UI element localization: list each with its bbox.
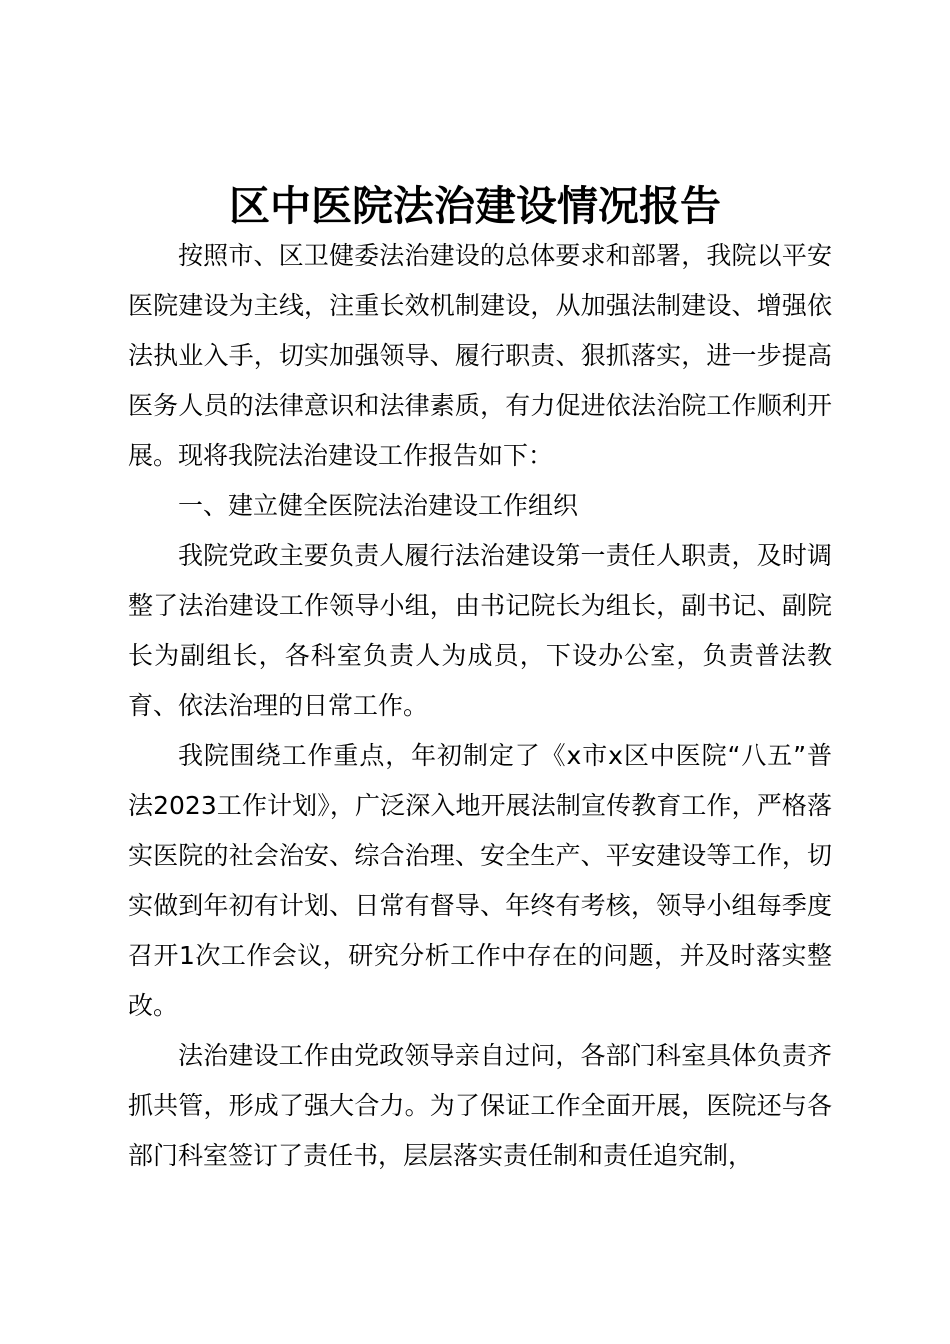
paragraph-organization: 我院党政主要负责人履行法治建设第一责任人职责，及时调整了法治建设工作领导小组，由书记院长为组长，副书记、副院长为副组长，各科室负责人为成员，下设办公室，负责普法教育、依法治理的日常工作。 [128, 541, 832, 720]
section-heading-1: 一、建立健全医院法治建设工作组织 [178, 491, 579, 520]
paragraph-responsibility: 法治建设工作由党政领导亲自过问，各部门科室具体负责齐抓共管，形成了强大合力。为了保证工作全面开展，医院还与各部门科室签订了责任书，层层落实责任制和责任追究制， [128, 1041, 832, 1170]
document-title: 区中医院法治建设情况报告 [229, 182, 721, 230]
paragraph-work-plan: 我院围绕工作重点，年初制定了《x市x区中医院“八五”普法2023工作计划》，广泛深入地开展法制宣传教育工作，严格落实医院的社会治安、综合治理、安全生产、平安建设等工作，切实做到年初有计划、日常有督导、年终有考核，领导小组每季度召开1次工作会议，研究分析工作中存在的问题，并及时落实整改。 [128, 741, 832, 1020]
paragraph-intro: 按照市、区卫健委法治建设的总体要求和部署，我院以平安医院建设为主线，注重长效机制建设，从加强法制建设、增强依法执业入手，切实加强领导、履行职责、狠抓落实，进一步提高医务人员的法律意识和法律素质，有力促进依法治院工作顺利开展。现将我院法治建设工作报告如下： [128, 241, 832, 470]
document-body [128, 231, 832, 1181]
